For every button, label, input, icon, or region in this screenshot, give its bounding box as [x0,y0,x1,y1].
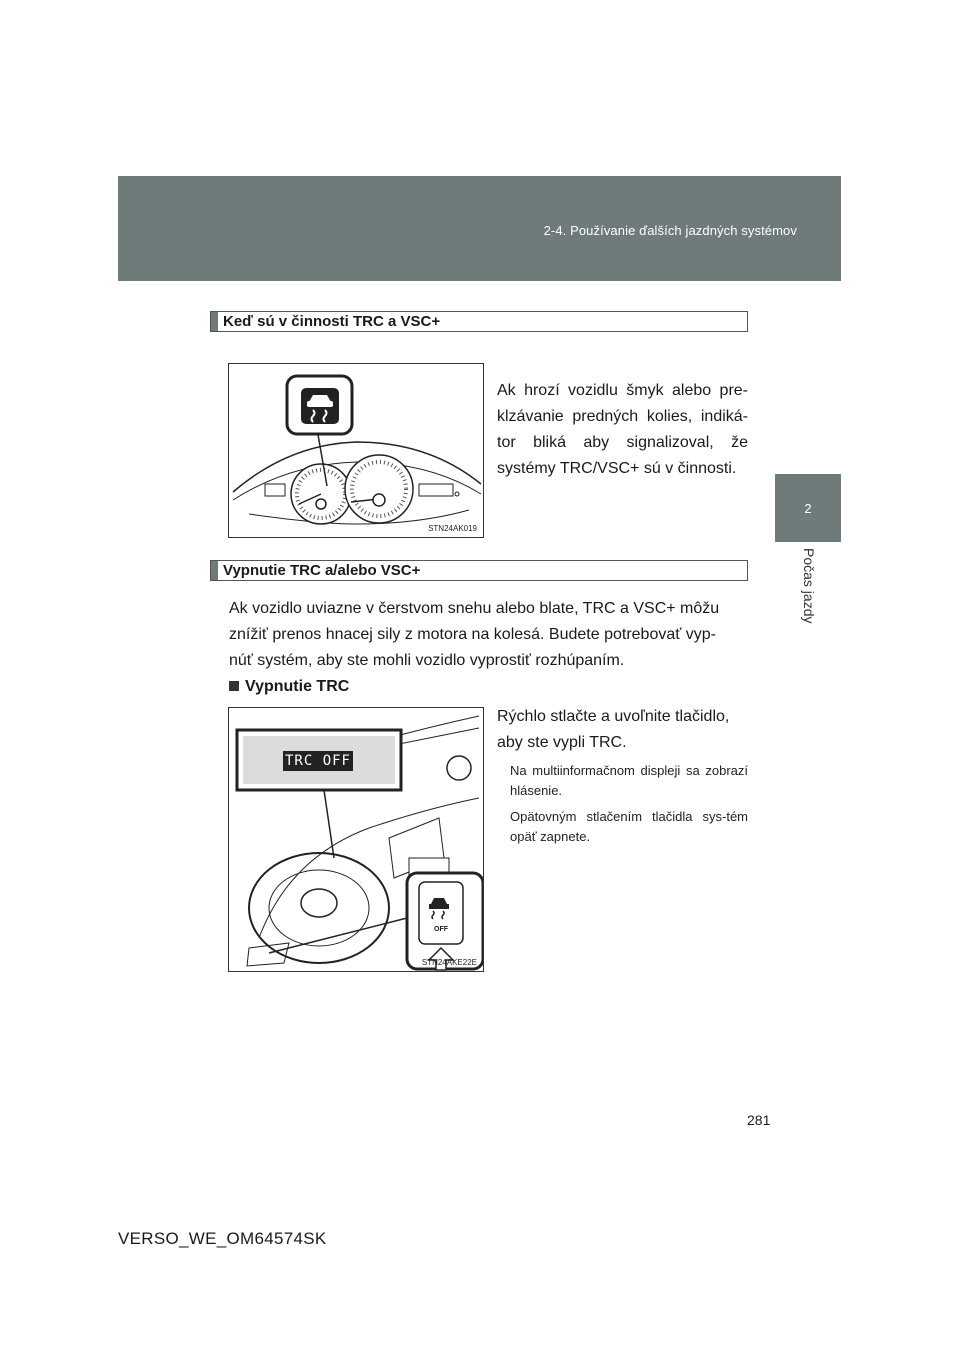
figure-trc-button [228,707,484,972]
off-button-label: OFF [434,926,448,933]
chapter-title: 2-4. Používanie ďalších jazdných systémov [543,223,797,238]
intro-line: znížiť prenos hnacej sily z motora na kolesá. Budete potrebovať vyp- [229,626,716,643]
section-heading-active: Keď sú v činnosti TRC a VSC+ [210,311,748,332]
section-heading-disable: Vypnutie TRC a/alebo VSC+ [210,560,748,581]
instruction-text: Rýchlo stlačte a uvoľnite tlačidlo, aby ste vypli TRC. [497,708,730,751]
note-message: Na multiinformačnom displeji sa zobrazí hlásenie. [510,763,748,798]
intro-line: núť systém, aby ste mohli vozidlo vyprostiť rozhúpaním. [229,652,625,669]
display-message: TRC OFF [284,753,351,769]
note-reenable: Opätovným stlačením tlačidla sys-tém opäť zapnete. [510,809,748,844]
document-code: VERSO_WE_OM64574SK [118,1229,327,1248]
chapter-tab-label: Počas jazdy [801,548,817,624]
bullet-heading-label: Vypnutie TRC [245,678,350,695]
page-number: 281 [747,1112,771,1128]
figure-code: STN24AKE22E [421,958,477,967]
figure-instrument-cluster [228,363,484,538]
section1-paragraph: Ak hrozí vozidlu šmyk alebo pre-klzávanie predných kolies, indiká-tor bliká aby signalizoval, že systémy TRC/VSC+ sú v činnosti. [497,382,748,477]
section2-intro [229,596,759,674]
chapter-tab-number: 2 [804,500,812,516]
chapter-header [118,176,841,281]
intro-line: Ak vozidlo uviazne v čerstvom snehu alebo blate, TRC a VSC+ môžu [229,600,720,617]
chapter-tab [775,474,841,542]
figure-code: STN24AK019 [428,524,477,533]
bullet-square-icon [229,681,239,691]
bullet-heading [229,674,349,700]
